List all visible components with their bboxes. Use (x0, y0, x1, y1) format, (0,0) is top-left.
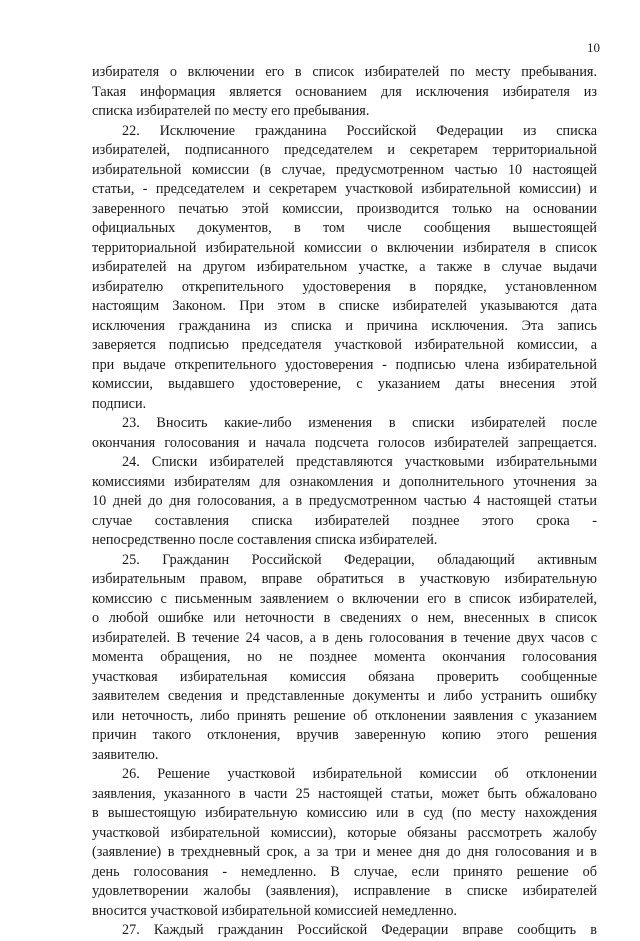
text-line: списка избирателей по месту его пребывания. (92, 103, 370, 119)
paragraph-first-line: 25. Гражданин Российской Федерации, обладающий активным (122, 551, 597, 568)
page-number: 10 (587, 40, 600, 55)
text-line: территориальной избирательной комиссии о включении избирателя в список (92, 239, 597, 256)
text-line: в вышестоящую избирательную комиссию или в суд (по месту нахождения (92, 805, 597, 821)
text-line: причин такого отклонения, вручив заверенную копию этого решения (92, 727, 597, 743)
text-line: избирателей. В течение 24 часов, а в день голосования в течение двух часов с (92, 629, 597, 646)
text-line: комиссию с письменным заявлением о включении его в список избирателей, (92, 590, 597, 607)
text-line: случае составления списка избирателей позднее этого срока - (92, 512, 597, 529)
text-line: избирателей, подписанного председателем и секретарем территориальной (92, 142, 597, 158)
text-line: окончания голосования и начала подсчета голосов избирателей запрещается. (92, 434, 597, 451)
text-line: избирателей на другом избирательном участке, а также в случае выдачи (92, 259, 597, 275)
text-line: подписи. (92, 395, 147, 412)
text-line: заявителем сведения и представленные документы и либо устранить ошибку (92, 688, 597, 704)
text-line: Такая информация является основанием для исключения избирателя из (92, 83, 597, 100)
text-line: момента обращения, но не позднее момента окончания голосования (92, 649, 597, 665)
text-line: участковая избирательная комиссия обязана проверить сообщенные (92, 668, 597, 685)
text-line: вносится участковой избирательной комиссией немедленно. (92, 902, 457, 919)
text-line: 10 дней до дня голосования, а в предусмотренном частью 4 настоящей статьи (92, 493, 597, 509)
paragraph-first-line: 24. Списки избирателей представляются участковыми избирательными (122, 454, 597, 470)
text-line: о любой ошибке или неточности в сведениях о нем, внесенных в список (92, 610, 597, 626)
text-line: комиссии, выдавшего удостоверение, с указанием даты внесения этой (92, 376, 597, 392)
document-text (92, 63, 597, 941)
paragraph-first-line: 27. Каждый гражданин Российской Федерации вправе сообщить в (122, 922, 597, 938)
text-line: избирателя о включении его в список избирателей по месту пребывания. (92, 64, 597, 80)
text-line: день голосования - немедленно. В случае, если принято решение об (92, 863, 597, 880)
text-line: заверенного печатью этой комиссии, производится только на основании (92, 200, 597, 217)
paragraph-first-line: 26. Решение участковой избирательной комиссии об отклонении (122, 766, 597, 782)
text-line: настоящим Законом. При этом в списке избирателей указываются дата (92, 298, 597, 314)
text-line: (заявление) в трехдневный срок, а за три и менее дня до дня голосования и в (92, 844, 597, 860)
text-line: официальных документов, в том числе сообщения вышестоящей (92, 220, 597, 236)
text-line: при выдаче открепительного удостоверения - подписью члена избирательной (92, 356, 597, 373)
text-line: заявителю. (92, 746, 159, 763)
text-line: избирательным правом, вправе обратиться в участковую избирательную (92, 571, 597, 587)
paragraph-first-line: 22. Исключение гражданина Российской Федерации из списка (122, 122, 597, 139)
text-line: исключения гражданина из списка и причина исключения. Эта запись (92, 317, 597, 334)
text-line: или неточность, либо принять решение об отклонении заявления с указанием (92, 707, 597, 724)
text-line: избирателю открепительного удостоверения в порядке, установленном (92, 278, 597, 295)
text-line: непосредственно после составления списка избирателей. (92, 532, 438, 548)
text-line: статьи, - председателем и секретарем участковой избирательной комиссии) и (92, 181, 597, 197)
text-line: заявления, указанного в части 25 настоящей статьи, может быть обжаловано (92, 785, 597, 802)
text-line: комиссиями избирателям для ознакомления и дополнительного уточнения за (92, 473, 597, 490)
text-line: участковой избирательной комиссии), которые обязаны рассмотреть жалобу (92, 824, 597, 841)
text-line: заверяется подписью председателя участковой избирательной комиссии, а (92, 337, 597, 353)
text-line: избирательной комиссии (в случае, предусмотренном частью 10 настоящей (92, 161, 597, 178)
paragraph-first-line: 23. Вносить какие-либо изменения в списки избирателей после (122, 415, 597, 431)
text-line: удовлетворении жалобы (заявления), исправление в списке избирателей (92, 883, 597, 899)
